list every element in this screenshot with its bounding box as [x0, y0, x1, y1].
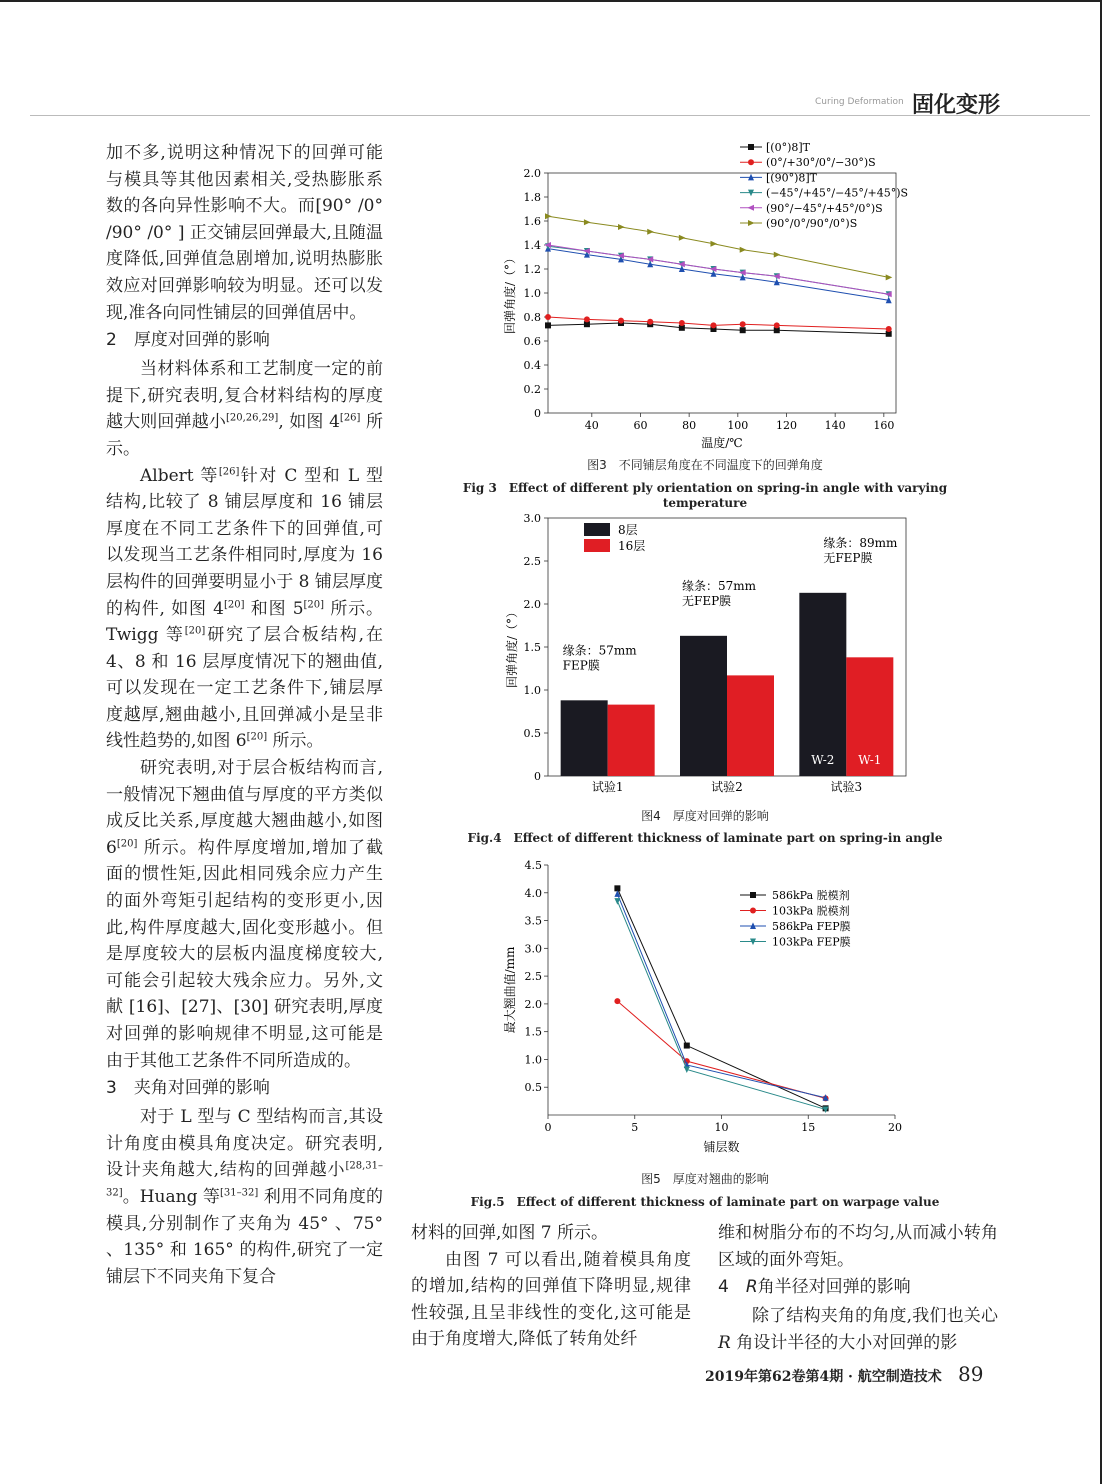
y-tick-label: 4.0 [524, 886, 542, 900]
data-point [748, 144, 754, 150]
legend-label: (−45°/+45°/−45°/+45°)S [766, 186, 909, 200]
y-tick-label: 0.8 [523, 311, 541, 324]
running-header-en: Curing Deformation [815, 97, 904, 107]
x-tick-label: 80 [682, 419, 697, 432]
y-tick-label: 3.0 [524, 942, 542, 956]
data-point [710, 241, 717, 247]
paragraph: 除了结构夹角的角度,我们也关心 R 角设计半径的大小对回弹的影 [718, 1306, 998, 1353]
y-tick-label: 0.6 [523, 335, 541, 348]
data-point [584, 316, 590, 322]
running-header-cn: 固化变形 [912, 93, 1001, 118]
y-tick-label: 2.0 [524, 997, 542, 1011]
page-frame-top [0, 0, 1100, 2]
legend-label: (90°/−45°/+45°/0°)S [766, 201, 883, 215]
figure-4-caption-en: Fig.4 Effect of different thickness of laminate part on spring-in angle [467, 831, 943, 845]
y-tick-label: 1.2 [523, 263, 541, 276]
data-point [647, 229, 654, 235]
x-tick-label: 140 [824, 419, 846, 432]
bar [680, 636, 727, 776]
y-tick-label: 3.0 [523, 512, 541, 525]
figure-5-chart [500, 853, 920, 1163]
y-tick-label: 1.0 [523, 287, 541, 300]
data-point [748, 159, 754, 165]
paragraph: 加不多,说明这种情况下的回弹可能与模具等其他因素相关,受热膨胀系数的各向异性影响不大。而[90° /0° /90° /0° ] 正交铺层回弹最大,且随温度降低,回弹值急剧增加,说明热膨胀效应对回弹影响较为明显。还可以发现,准各向同性铺层的回弹值居中。 [106, 143, 383, 323]
x-tick-label: 0 [544, 1121, 552, 1134]
series-line [548, 245, 889, 294]
y-tick-label: 2.5 [523, 555, 541, 568]
x-tick-label: 试验3 [830, 780, 863, 794]
y-tick-label: 1.0 [524, 1053, 542, 1067]
data-point [679, 235, 686, 241]
y-tick-label: 1.6 [523, 215, 541, 228]
data-point [618, 318, 624, 324]
page-number: 89 [958, 1362, 984, 1386]
data-point [886, 326, 892, 332]
data-point [750, 892, 756, 898]
data-point [740, 327, 746, 333]
y-tick-label: 0 [534, 770, 541, 783]
data-point [614, 898, 620, 905]
paragraph: 由图 7 可以看出,随着模具角度的增加,结构的回弹值下降明显,规律性较强,且呈非线性的变化,这可能是由于角度增大,降低了转角处纤 [411, 1249, 691, 1350]
y-tick-label: 1.0 [523, 684, 541, 697]
y-tick-label: 4.5 [524, 859, 542, 872]
x-tick-label: 60 [633, 419, 648, 432]
y-tick-label: 3.5 [524, 914, 542, 928]
data-point [584, 219, 591, 225]
bar-annotation: 无FEP膜 [682, 593, 732, 608]
legend-label: 586kPa 脱模剂 [772, 889, 850, 902]
y-tick-label: 0.2 [523, 383, 541, 396]
figure-5-caption-cn: 图5 厚度对翘曲的影响 [641, 1172, 769, 1186]
right-column [718, 1220, 998, 1356]
section-heading-4: 4 R角半径对回弹的影响 [718, 1277, 911, 1298]
y-tick-label: 0.4 [523, 359, 541, 372]
x-axis-label: 温度/℃ [701, 436, 743, 450]
section-heading-3: 3 夹角对回弹的影响 [106, 1078, 270, 1099]
x-tick-label: 20 [888, 1121, 902, 1134]
bar-annotation: 缘条：57mm [562, 643, 637, 658]
series-line [548, 323, 889, 334]
data-point [614, 998, 620, 1004]
bar-label: W-1 [858, 753, 882, 767]
paragraph: 材料的回弹,如图 7 所示。 [411, 1223, 609, 1243]
data-point [545, 322, 551, 328]
data-point [710, 322, 716, 328]
data-point [774, 322, 780, 328]
middle-column [411, 1220, 691, 1353]
bar [799, 593, 846, 776]
footer-journal: 2019年第62卷第4期 · 航空制造技术 [705, 1369, 942, 1385]
bar-annotation: FEP膜 [562, 658, 600, 673]
legend-label: (90°/0°/90°/0°)S [766, 217, 858, 230]
paragraph: 研究表明,对于层合板结构而言,一般情况下翘曲值与厚度的平方类似成反比关系,厚度越大翘曲越小,如图 6[20] 所示。构件厚度增加,增加了截面的惯性矩,因此相同残余应力产生的面外弯矩引起结构的变形更小,因此,构件厚度越大,固化变形越小。但是厚度较大的层板内温度梯度较大,可能会引起较大残余应力。另外,文献 [16]、[27]、[30] 研究表明,厚度对回弹的影响规律不明显,这可能是由于其他工艺条件不同所造成的。 [106, 758, 383, 1071]
data-point [740, 247, 747, 253]
x-axis-label: 铺层数 [703, 1140, 740, 1154]
data-point [679, 320, 685, 326]
bar-annotation: 无FEP膜 [823, 550, 873, 565]
x-tick-label: 160 [873, 419, 895, 432]
paragraph: 对于 L 型与 C 型结构而言,其设计角度由模具角度决定。研究表明,设计夹角越大,结构的回弹越小[28,31–32]。Huang 等[31–32] 利用不同角度的模具,分别制作了夹角为 45° 、75° 、135° 和 165° 的构件,研究了一定铺层下不同夹角下复合 [106, 1107, 383, 1287]
legend-label: 8层 [618, 523, 638, 537]
x-tick-label: 10 [714, 1121, 729, 1134]
bar [561, 700, 608, 776]
legend-label: 586kPa FEP膜 [772, 920, 851, 933]
series-line [548, 246, 889, 294]
legend-label: 103kPa 脱模剂 [772, 904, 850, 918]
figure-3-chart [500, 135, 920, 453]
y-axis-label: 回弹角度/（°） [503, 251, 517, 335]
data-point [545, 314, 551, 320]
figure-3-caption-en: Fig 3 Effect of different ply orientation on spring-in angle with varying temperature [462, 481, 948, 510]
legend-label: [(0°)8]T [766, 141, 810, 154]
y-tick-label: 2.0 [523, 598, 541, 611]
paragraph: Albert 等[26]针对 C 型和 L 型结构,比较了 8 铺层厚度和 16 铺层厚度在不同工艺条件下的回弹值,可以发现当工艺条件相同时,厚度为 16 层构件的回弹要明显小于 8 铺层厚度的构件, 如图 4[20] 和图 5[20] 所示。Twigg 等[20]研究了层合板结构,在 4、8 和 16 层厚度情况下的翘曲值,可以发现在一定工艺条件下,铺层厚度越厚,翘曲越小,且回弹减小是呈非线性趋势的,如图 6[20] 所示。 [106, 465, 384, 752]
y-tick-label: 2.0 [523, 167, 541, 180]
paragraph: 维和树脂分布的不均匀,从而减小转角区域的面外弯矩。 [718, 1223, 998, 1270]
y-tick-label: 1.4 [523, 239, 541, 252]
bar-label: W-2 [811, 753, 835, 767]
y-tick-label: 1.5 [523, 641, 541, 654]
y-tick-label: 1.8 [523, 191, 541, 204]
legend-label: [(90°)8]T [766, 171, 817, 185]
data-point [750, 908, 756, 914]
y-tick-label: 0.5 [524, 1081, 542, 1095]
figure-5-caption-en: Fig.5 Effect of different thickness of laminate part on warpage value [470, 1195, 940, 1209]
bar-annotation: 缘条：89mm [823, 535, 898, 550]
x-tick-label: 15 [801, 1121, 816, 1134]
left-column [106, 140, 383, 1290]
legend-label: (0°/+30°/0°/−30°)S [766, 156, 876, 170]
data-point [647, 319, 653, 325]
y-axis-label: 回弹角度/（°） [505, 605, 519, 689]
bar [608, 705, 655, 776]
x-tick-label: 120 [775, 419, 797, 432]
series-line [617, 1001, 825, 1098]
data-point [740, 321, 746, 327]
data-point [618, 224, 625, 230]
series-line [548, 317, 889, 329]
x-tick-label: 100 [727, 419, 749, 432]
x-tick-label: 5 [631, 1121, 639, 1134]
data-point [747, 205, 754, 211]
figure-4-chart [500, 508, 920, 798]
data-point [684, 1043, 690, 1049]
x-tick-label: 40 [584, 419, 599, 432]
paragraph: 当材料体系和工艺制度一定的前提下,研究表明,复合材料结构的厚度越大则回弹越小[20,26,29], 如图 4[26] 所示。 [106, 359, 383, 459]
y-tick-label: 2.5 [524, 970, 542, 984]
bar-annotation: 缘条：57mm [682, 578, 757, 593]
figure-4-caption-cn: 图4 厚度对回弹的影响 [641, 809, 769, 823]
x-tick-label: 试验1 [591, 780, 624, 794]
y-tick-label: 1.5 [524, 1025, 542, 1039]
legend-swatch [584, 523, 610, 536]
y-tick-label: 0 [534, 407, 541, 420]
bar [727, 675, 774, 776]
legend-label: 103kPa FEP膜 [772, 935, 851, 949]
figure-3-caption-cn: 图3 不同铺层角度在不同温度下的回弹角度 [587, 458, 823, 472]
data-point [774, 252, 781, 258]
y-axis-label: 最大翘曲值/mm [503, 946, 517, 1034]
data-point [748, 220, 755, 226]
section-heading-2: 2 厚度对回弹的影响 [106, 330, 270, 351]
series-line [548, 249, 889, 301]
legend-label: 16层 [618, 539, 646, 553]
legend-swatch [584, 539, 610, 552]
x-tick-label: 试验2 [711, 780, 743, 794]
y-tick-label: 0.5 [523, 727, 541, 740]
data-point [886, 274, 893, 280]
